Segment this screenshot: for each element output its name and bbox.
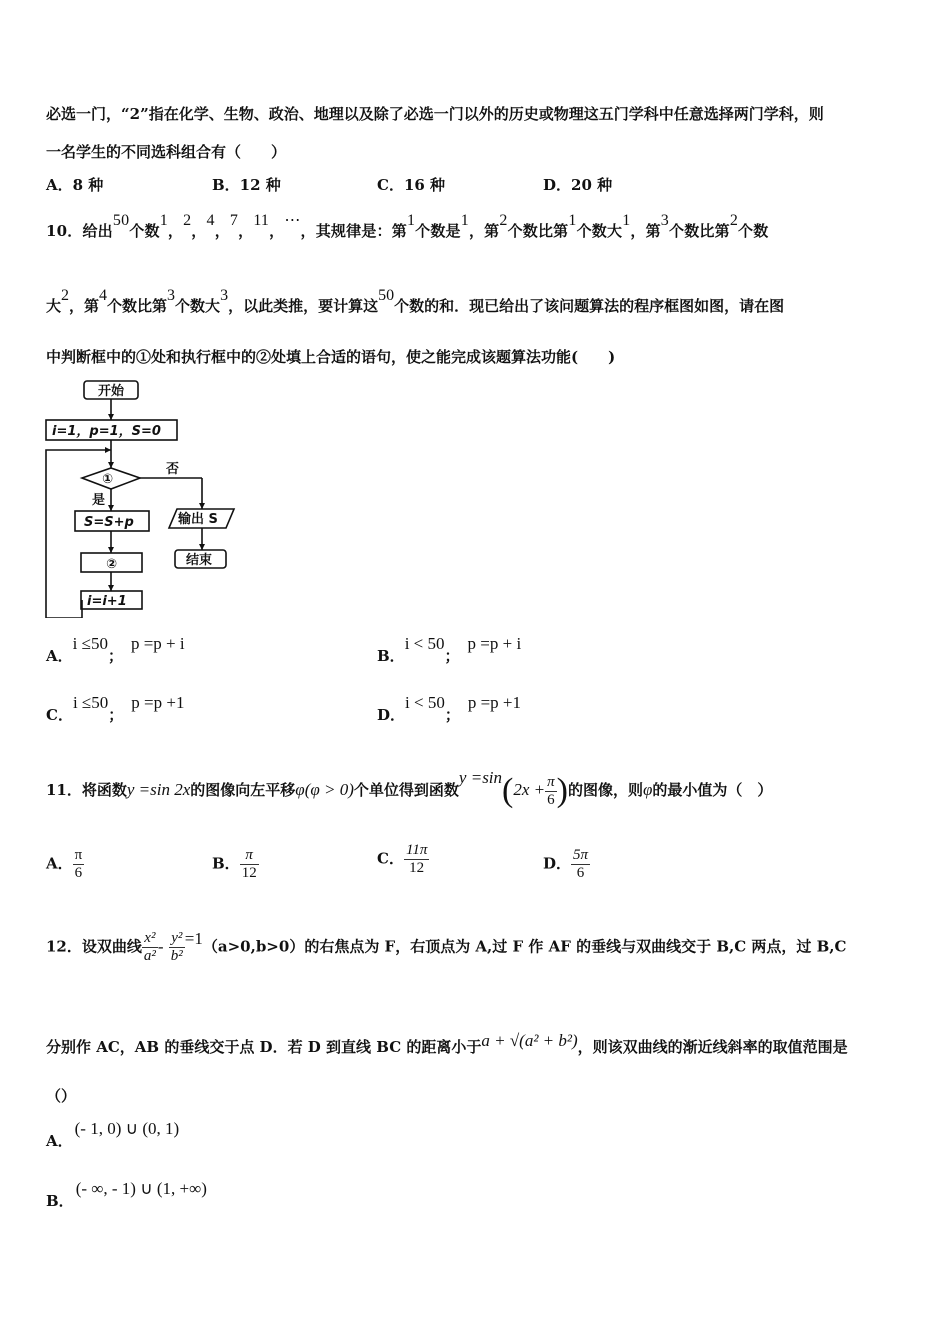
q10-option-a[interactable]: A．i ≤50；p =p + i <box>46 634 185 665</box>
q10-number: 10．给出 <box>46 222 113 240</box>
q10-option-b[interactable]: B．i < 50；p =p + i <box>377 634 522 665</box>
flow-start-label: 开始 <box>98 384 125 399</box>
q9-option-b[interactable]: B．12 种 <box>212 176 281 194</box>
q12-line3: （） <box>46 1087 77 1105</box>
q11-option-d[interactable]: D． $\frac{5\pi}{6}$ <box>543 847 589 881</box>
flow-yes-label: 是 <box>92 493 106 508</box>
q10-line2: 大2，第4个数比第3个数大3，以此类推，要计算这50个数的和．现已给出了该问题算法的程序框图如图，请在图 <box>46 287 785 315</box>
q9-line1: 必选一门，“2”指在化学、生物、政治、地理以及除了必选一门以外的历史或物理这五门学科中任意选择两门学科，则 <box>46 105 824 123</box>
flow-box2-label: ② <box>106 557 118 572</box>
q11-option-a[interactable]: A． $\frac{\pi}{6}$ <box>46 847 83 881</box>
q11-line: 11．将函数y =sin 2x的图像向左平移φ(φ > 0)个单位得到函数y =sin(2x + $\frac{\pi}{6}$ )的图像，则φ的最小值为（ ） <box>46 768 773 809</box>
q12-option-b[interactable]: B．(- ∞, - 1) ∪ (1, +∞) <box>46 1179 207 1210</box>
q12-line2: 分别作 AC，AB 的垂线交于点 D．若 D 到直线 BC 的距离小于a + √(a² + b²)，则该双曲线的渐近线斜率的取值范围是 <box>46 1031 848 1056</box>
q11-option-c[interactable]: C． $\frac{11\pi}{12}$ <box>377 842 428 876</box>
flow-inc-label: i=i+1 <box>87 594 127 609</box>
q10-n50: 50 <box>112 212 130 229</box>
q9-option-c[interactable]: C．16 种 <box>377 176 446 194</box>
q9-line2: 一名学生的不同选科组合有（ ） <box>46 143 287 161</box>
flow-cond-label: ① <box>102 472 114 487</box>
q12-line1: 12．设双曲线 $\frac{\text{x²}}{\text{a²}}$ - $\frac{\text{y²}}{\text{b²}}$ =1（a>0,b>0）的右焦点为 F，右顶点为 A,过 F 作 AF 的垂线与双曲线交于 B,C 两点，过 B,C <box>46 928 847 964</box>
q12-option-a[interactable]: A．(- 1, 0) ∪ (0, 1) <box>46 1119 180 1150</box>
q9-option-a[interactable]: A．8 种 <box>46 176 104 194</box>
q10-line1: 10．给出50个数1，2，4，7，11，⋯，其规律是：第1个数是1，第2个数比第1个数大1，第3个数比第2个数 <box>46 212 769 240</box>
flow-no-label: 否 <box>166 462 180 477</box>
q10-option-c[interactable]: C．i ≤50；p =p +1 <box>46 693 185 724</box>
q10-line3: 中判断框中的①处和执行框中的②处填上合适的语句，使之能完成该题算法功能( ) <box>46 348 616 366</box>
q11-option-b[interactable]: B． $\frac{\pi}{12}$ <box>212 847 257 881</box>
flow-end-label: 结束 <box>186 553 213 568</box>
q10-flowchart <box>44 378 244 618</box>
q9-option-d[interactable]: D．20 种 <box>543 176 613 194</box>
flow-init-label: i=1，p=1，S=0 <box>52 424 161 439</box>
q10-option-d[interactable]: D．i < 50；p =p +1 <box>377 693 522 724</box>
flow-assign-label: S=S+p <box>84 515 134 530</box>
flow-output-label: 输出 S <box>178 512 218 527</box>
